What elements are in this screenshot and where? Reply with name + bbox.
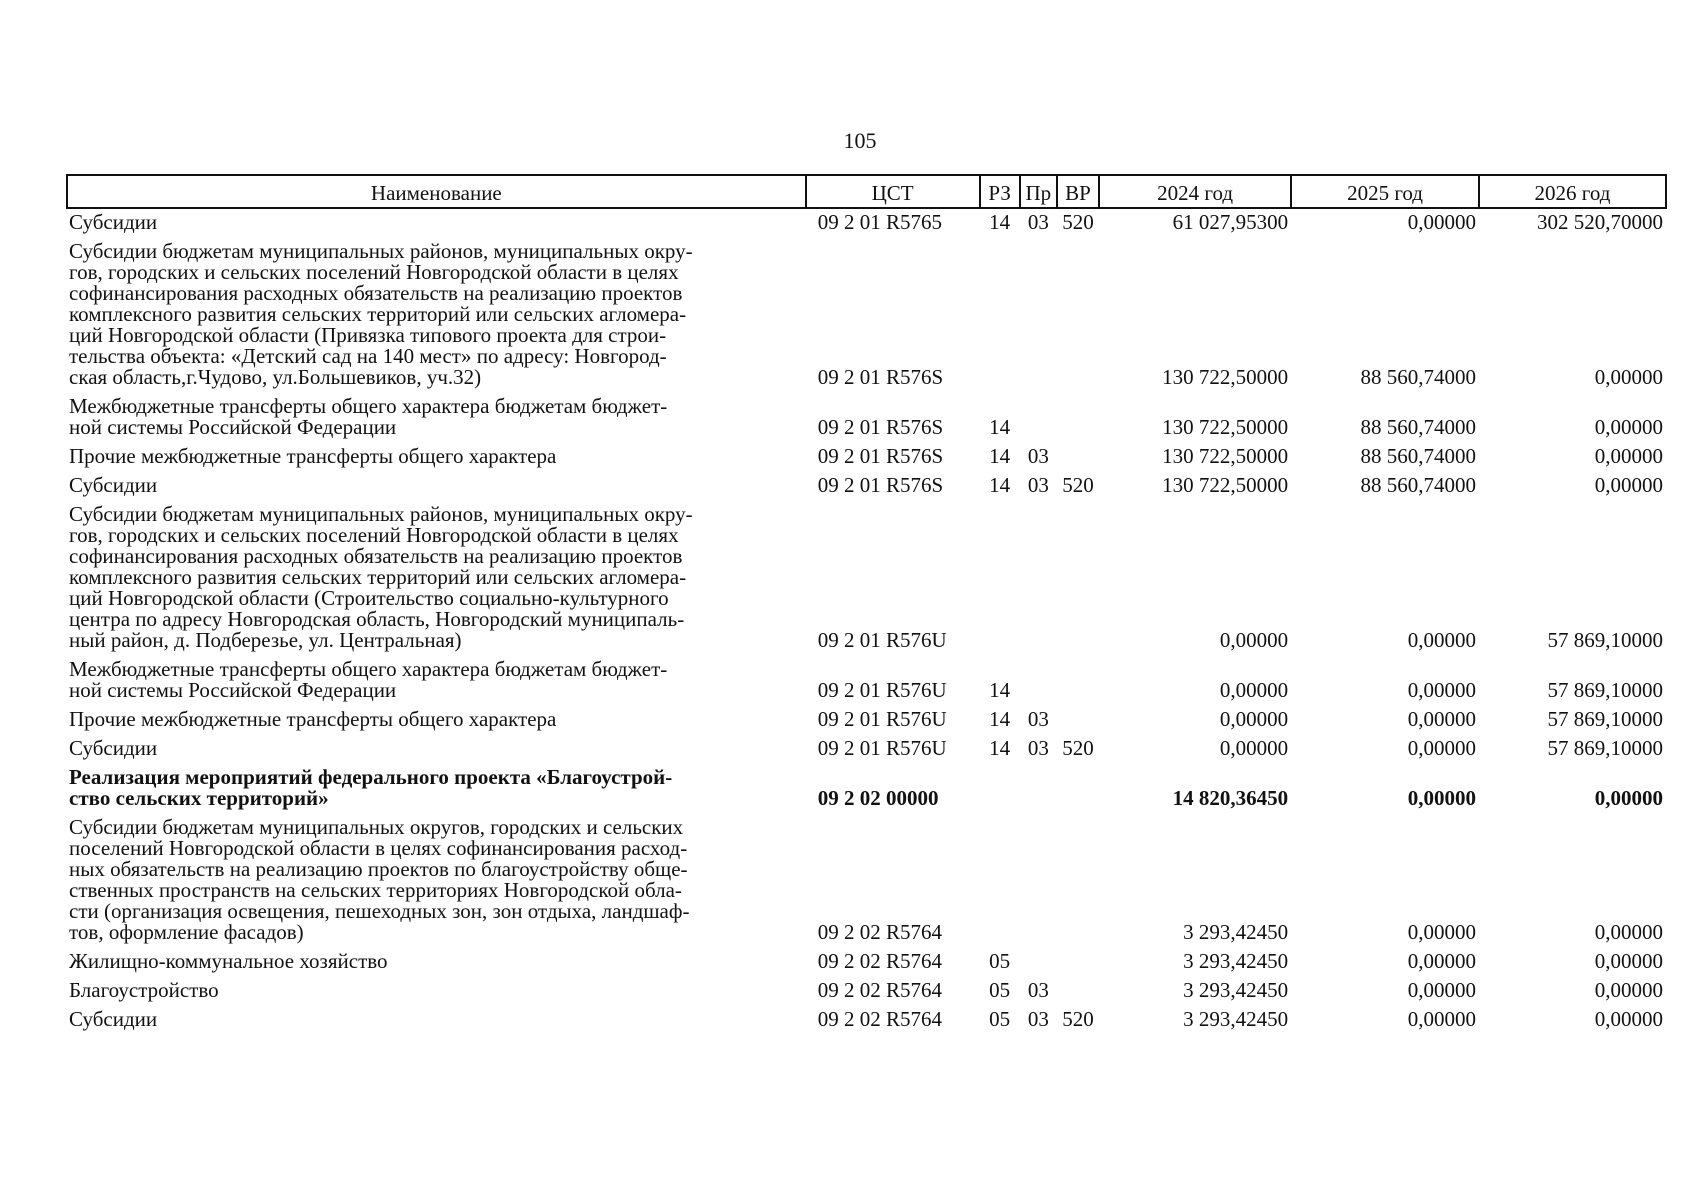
cell-cst: 09 2 01 R576U [817, 707, 947, 731]
table-row [67, 443, 1666, 472]
cell-vr [1057, 393, 1099, 443]
cell-pr [1020, 764, 1057, 814]
cell-pr: 03 [1027, 736, 1049, 760]
name-line: тельства объекта: «Детский сад на 140 мест» по адресу: Новгород- [69, 344, 667, 368]
header-name: Наименование [67, 175, 806, 208]
cell-2024: 0,00000 [1219, 736, 1289, 760]
cell-2026: 0,00000 [1594, 1007, 1663, 1031]
cell-cst: 09 2 01 R5765 [817, 210, 942, 234]
cell-rz: 14 [989, 707, 1011, 731]
cell-name [67, 208, 806, 238]
name-line: Субсидии бюджетам муниципальных округов, городских и сельских [69, 815, 684, 839]
cell-2026: 0,00000 [1594, 978, 1663, 1002]
cell-cst: 09 2 01 R576S [817, 473, 944, 497]
cell-pr: 03 [1027, 473, 1049, 497]
cell-name [67, 735, 806, 764]
cell-pr: 03 [1027, 978, 1049, 1002]
cell-2025: 0,00000 [1407, 628, 1476, 652]
cell-vr: 520 [1062, 1007, 1094, 1031]
cell-pr [1020, 814, 1057, 948]
cell-2026: 57 869,10000 [1547, 707, 1663, 731]
cell-rz: 14 [989, 415, 1011, 439]
cell-2025: 88 560,74000 [1360, 473, 1476, 497]
cell-2026: 0,00000 [1594, 473, 1663, 497]
cell-name [67, 501, 806, 656]
name-line: ный район, д. Подберезье, ул. Центральная) [69, 628, 462, 652]
cell-rz [980, 501, 1020, 656]
cell-pr: 03 [1027, 444, 1049, 468]
cell-name [67, 948, 806, 977]
cell-2024: 61 027,95300 [1172, 210, 1289, 234]
cell-2026: 0,00000 [1594, 444, 1663, 468]
cell-pr [1020, 238, 1057, 393]
name-line: ных обязательств на реализацию проектов по благоустройству обще- [69, 857, 688, 881]
cell-2025: 88 560,74000 [1360, 444, 1476, 468]
name-line: ство сельских территорий» [69, 786, 329, 810]
name-line: комплексного развития сельских территорий или сельских агломера- [69, 565, 687, 589]
table-header [67, 175, 1666, 208]
cell-rz: 05 [989, 978, 1011, 1002]
cell-cst: 09 2 02 R5764 [817, 949, 942, 973]
cell-pr: 03 [1027, 1007, 1049, 1031]
cell-name [67, 764, 806, 814]
header-rz: РЗ [980, 175, 1020, 208]
cell-vr [1057, 656, 1099, 706]
cell-2025: 0,00000 [1407, 678, 1476, 702]
name-line: поселений Новгородской области в целях софинансирования расход- [69, 836, 688, 860]
cell-2025: 0,00000 [1407, 707, 1476, 731]
cell-vr: 520 [1062, 473, 1094, 497]
cell-name [67, 706, 806, 735]
table-row [67, 764, 1666, 814]
name-line: сти (организация освещения, пешеходных зон, зон отдыха, ландшаф- [69, 899, 690, 923]
cell-2024: 130 722,50000 [1162, 415, 1289, 439]
cell-2026: 57 869,10000 [1547, 628, 1663, 652]
cell-vr [1057, 443, 1099, 472]
cell-rz [980, 814, 1020, 948]
name-line: центра по адресу Новгородская область, Новгородский муниципаль- [69, 607, 685, 631]
name-line: ций Новгородской области (Привязка типового проекта для строи- [69, 323, 667, 347]
cell-2024: 0,00000 [1219, 678, 1289, 702]
cell-rz: 05 [989, 949, 1011, 973]
name-line: тов, оформление фасадов) [69, 920, 304, 944]
cell-2024: 3 293,42450 [1183, 1007, 1289, 1031]
cell-cst: 09 2 02 R5764 [817, 978, 942, 1002]
cell-2024: 0,00000 [1219, 707, 1289, 731]
header-2026: 2026 год [1479, 175, 1666, 208]
cell-rz: 05 [989, 1007, 1011, 1031]
header-cst: ЦСТ [806, 175, 980, 208]
header-vr: ВР [1057, 175, 1099, 208]
cell-pr [1020, 656, 1057, 706]
table-row [67, 501, 1666, 656]
name-line: Субсидии [69, 473, 158, 497]
table-row [67, 238, 1666, 393]
budget-table [66, 174, 1667, 1035]
cell-cst: 09 2 02 R5764 [817, 1007, 942, 1031]
cell-name [67, 656, 806, 706]
name-line: ций Новгородской области (Строительство социально-культурного [69, 586, 669, 610]
table-row [67, 977, 1666, 1006]
cell-vr [1057, 977, 1099, 1006]
cell-2026: 302 520,70000 [1537, 210, 1663, 234]
name-line: ной системы Российской Федерации [69, 678, 397, 702]
cell-name [67, 814, 806, 948]
cell-rz [980, 238, 1020, 393]
name-line: Субсидии бюджетам муниципальных районов, муниципальных окру- [69, 502, 693, 526]
cell-name [67, 472, 806, 501]
name-line: Благоустройство [69, 978, 219, 1002]
header-pr: Пр [1020, 175, 1057, 208]
name-line: Субсидии бюджетам муниципальных районов, муниципальных окру- [69, 239, 693, 263]
name-line: софинансирования расходных обязательств на реализацию проектов [69, 544, 683, 568]
name-line: Прочие межбюджетные трансферты общего характера [69, 444, 557, 468]
cell-cst: 09 2 01 R576S [817, 415, 944, 439]
cell-2024: 0,00000 [1219, 628, 1289, 652]
name-line: Субсидии [69, 1007, 158, 1031]
cell-cst: 09 2 02 00000 [817, 786, 939, 810]
name-line: ская область,г.Чудово, ул.Большевиков, уч.32) [69, 365, 482, 389]
header-row [67, 175, 1666, 208]
header-2025: 2025 год [1291, 175, 1479, 208]
page-number: 105 [843, 128, 877, 153]
cell-name [67, 443, 806, 472]
table-row [67, 706, 1666, 735]
name-line: Жилищно-коммунальное хозяйство [69, 949, 388, 973]
cell-2026: 0,00000 [1594, 786, 1663, 810]
cell-2026: 0,00000 [1594, 949, 1663, 973]
cell-2025: 0,00000 [1407, 978, 1476, 1002]
cell-rz [980, 764, 1020, 814]
table-row [67, 1006, 1666, 1035]
cell-2024: 130 722,50000 [1162, 473, 1289, 497]
cell-2024: 14 820,36450 [1172, 786, 1289, 810]
table-row [67, 735, 1666, 764]
cell-rz: 14 [989, 678, 1011, 702]
cell-2025: 0,00000 [1407, 920, 1476, 944]
cell-2025: 0,00000 [1407, 949, 1476, 973]
cell-cst: 09 2 01 R576S [817, 365, 944, 389]
cell-vr [1057, 238, 1099, 393]
cell-cst: 09 2 01 R576S [817, 444, 944, 468]
cell-rz: 14 [989, 473, 1011, 497]
name-line: комплексного развития сельских территорий или сельских агломера- [69, 302, 687, 326]
cell-2024: 130 722,50000 [1162, 365, 1289, 389]
cell-name [67, 393, 806, 443]
cell-2026: 0,00000 [1594, 920, 1663, 944]
cell-vr [1057, 764, 1099, 814]
cell-pr [1020, 393, 1057, 443]
cell-2025: 0,00000 [1407, 210, 1476, 234]
name-line: Субсидии [69, 210, 158, 234]
cell-rz: 14 [989, 444, 1011, 468]
cell-2026: 57 869,10000 [1547, 736, 1663, 760]
table-row [67, 208, 1666, 238]
table-body [67, 208, 1666, 1035]
cell-name [67, 977, 806, 1006]
cell-vr [1057, 948, 1099, 977]
name-line: ной системы Российской Федерации [69, 415, 397, 439]
cell-name [67, 238, 806, 393]
cell-cst: 09 2 01 R576U [817, 736, 947, 760]
cell-2025: 0,00000 [1407, 786, 1476, 810]
cell-2024: 3 293,42450 [1183, 920, 1289, 944]
name-line: Реализация мероприятий федерального проекта «Благоустрой- [69, 765, 673, 789]
cell-vr [1057, 501, 1099, 656]
name-line: Межбюджетные трансферты общего характера бюджетам бюджет- [69, 394, 668, 418]
header-2024: 2024 год [1099, 175, 1291, 208]
table-row [67, 472, 1666, 501]
cell-vr: 520 [1062, 736, 1094, 760]
cell-2024: 130 722,50000 [1162, 444, 1289, 468]
cell-2026: 0,00000 [1594, 365, 1663, 389]
cell-rz: 14 [989, 736, 1011, 760]
cell-2026: 57 869,10000 [1547, 678, 1663, 702]
name-line: ственных пространств на сельских территориях Новгородской обла- [69, 878, 682, 902]
cell-name [67, 1006, 806, 1035]
cell-rz: 14 [989, 210, 1011, 234]
table-row [67, 948, 1666, 977]
name-line: Межбюджетные трансферты общего характера бюджетам бюджет- [69, 657, 668, 681]
name-line: гов, городских и сельских поселений Новгородской области в целях [69, 523, 679, 547]
cell-cst: 09 2 02 R5764 [817, 920, 942, 944]
cell-2025: 88 560,74000 [1360, 365, 1476, 389]
table-row [67, 814, 1666, 948]
name-line: Прочие межбюджетные трансферты общего характера [69, 707, 557, 731]
name-line: софинансирования расходных обязательств на реализацию проектов [69, 281, 683, 305]
cell-cst: 09 2 01 R576U [817, 628, 947, 652]
table-row [67, 656, 1666, 706]
cell-vr [1057, 814, 1099, 948]
name-line: Субсидии [69, 736, 158, 760]
cell-pr [1020, 501, 1057, 656]
cell-pr [1020, 948, 1057, 977]
name-line: гов, городских и сельских поселений Новгородской области в целях [69, 260, 679, 284]
cell-2025: 0,00000 [1407, 736, 1476, 760]
cell-2025: 0,00000 [1407, 1007, 1476, 1031]
cell-cst: 09 2 01 R576U [817, 678, 947, 702]
cell-vr: 520 [1062, 210, 1094, 234]
table-row [67, 393, 1666, 443]
cell-2025: 88 560,74000 [1360, 415, 1476, 439]
cell-2024: 3 293,42450 [1183, 978, 1289, 1002]
cell-2024: 3 293,42450 [1183, 949, 1289, 973]
cell-vr [1057, 706, 1099, 735]
cell-pr: 03 [1027, 210, 1049, 234]
cell-pr: 03 [1027, 707, 1049, 731]
cell-2026: 0,00000 [1594, 415, 1663, 439]
